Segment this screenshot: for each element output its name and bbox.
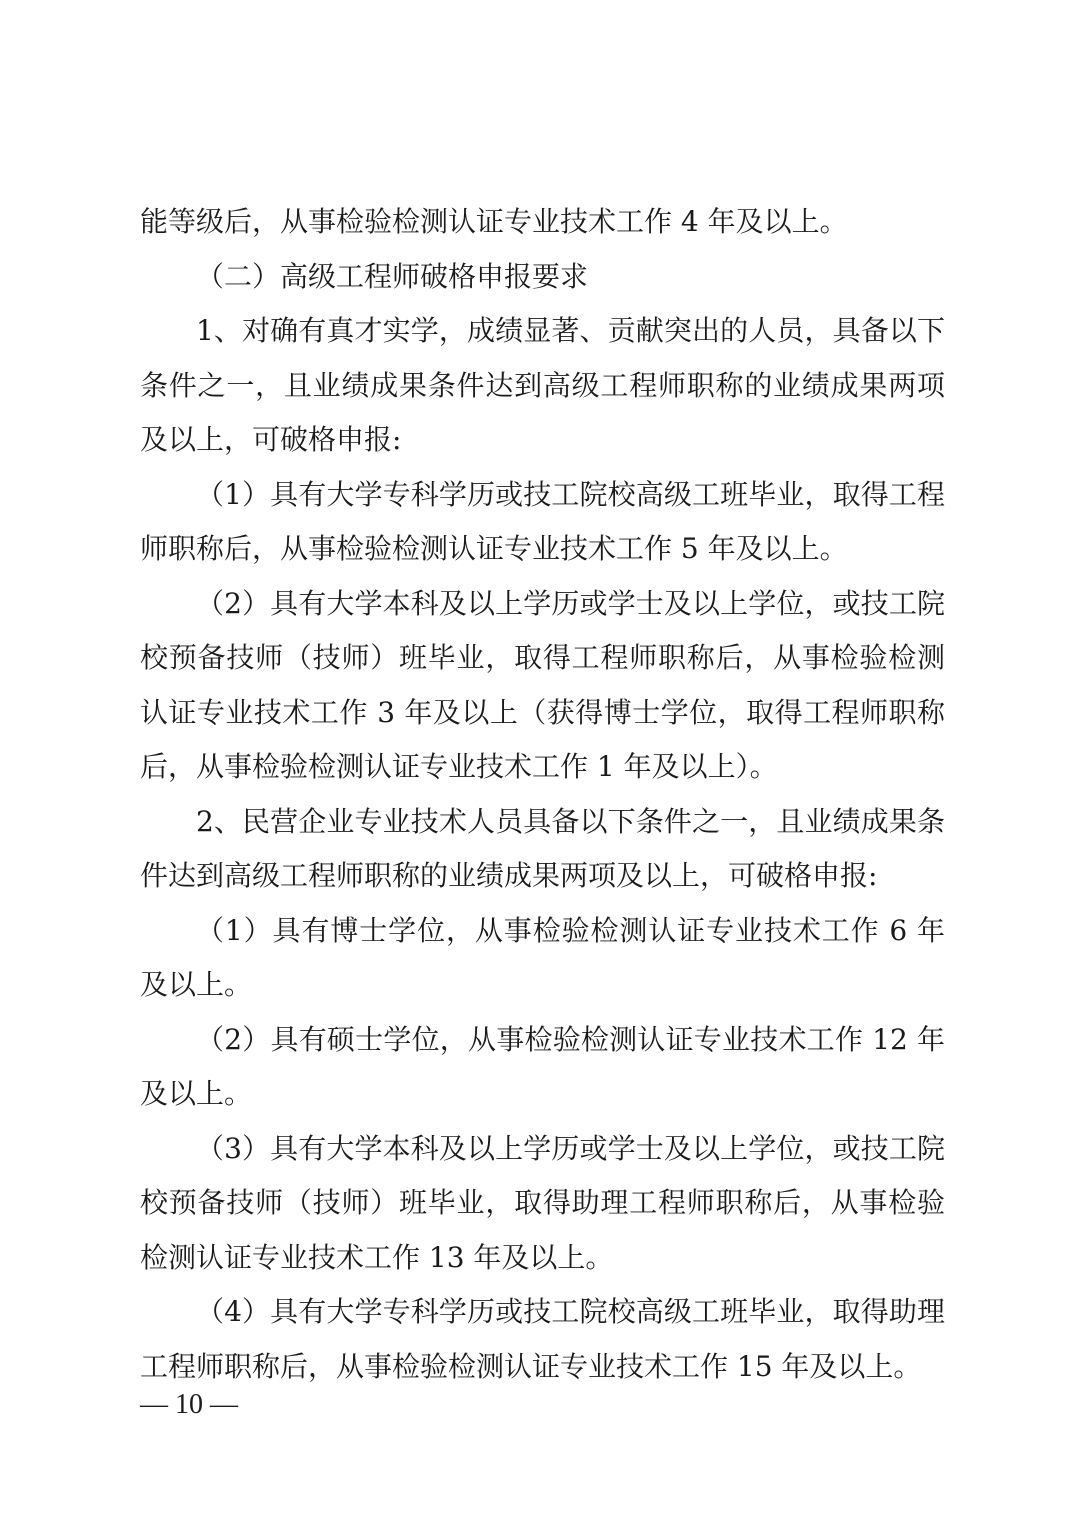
page-number: — 10 —: [140, 1389, 238, 1420]
paragraph-item-2-2: （2）具有硕士学位，从事检验检测认证专业技术工作 12 年及以上。: [140, 1022, 945, 1110]
paragraph-item-2-4: （4）具有大学专科学历或技工院校高级工班毕业，取得助理工程师职称后，从事检验检测认证专业技术工作 15 年及以上。: [140, 1295, 945, 1383]
paragraph-item-2-1: （1）具有博士学位，从事检验检测认证专业技术工作 6 年及以上。: [140, 913, 945, 1001]
section-heading: （二）高级工程师破格申报要求: [196, 259, 589, 293]
paragraph-item-1-1: （1）具有大学专科学历或技工院校高级工班毕业，取得工程师职称后，从事检验检测认证专业技术工作 5 年及以上。: [140, 477, 945, 565]
paragraph-continuation: 能等级后，从事检验检测认证专业技术工作 4 年及以上。: [140, 205, 848, 238]
paragraph-item-2-3: （3）具有大学本科及以上学历或学士及以上学位，或技工院校预备技师（技师）班毕业，取得助理工程师职称后，从事检验检测认证专业技术工作 13 年及以上。: [140, 1131, 945, 1274]
body-text: [140, 195, 945, 1394]
paragraph-item-1: 1、对确有真才实学，成绩显著、贡献突出的人员，具备以下条件之一，且业绩成果条件达到高级工程师职称的业绩成果两项及以上，可破格申报:: [140, 314, 945, 456]
paragraph-item-2: 2、民营企业专业技术人员具备以下条件之一，且业绩成果条件达到高级工程师职称的业绩成果两项及以上，可破格申报:: [140, 804, 945, 892]
paragraph-item-1-2: （2）具有大学本科及以上学历或学士及以上学位，或技工院校预备技师（技师）班毕业，取得工程师职称后，从事检验检测认证专业技术工作 3 年及以上（获得博士学位，取得工程师职称后，从事检验检测认证专业技术工作 1 年及以上）。: [140, 586, 945, 783]
